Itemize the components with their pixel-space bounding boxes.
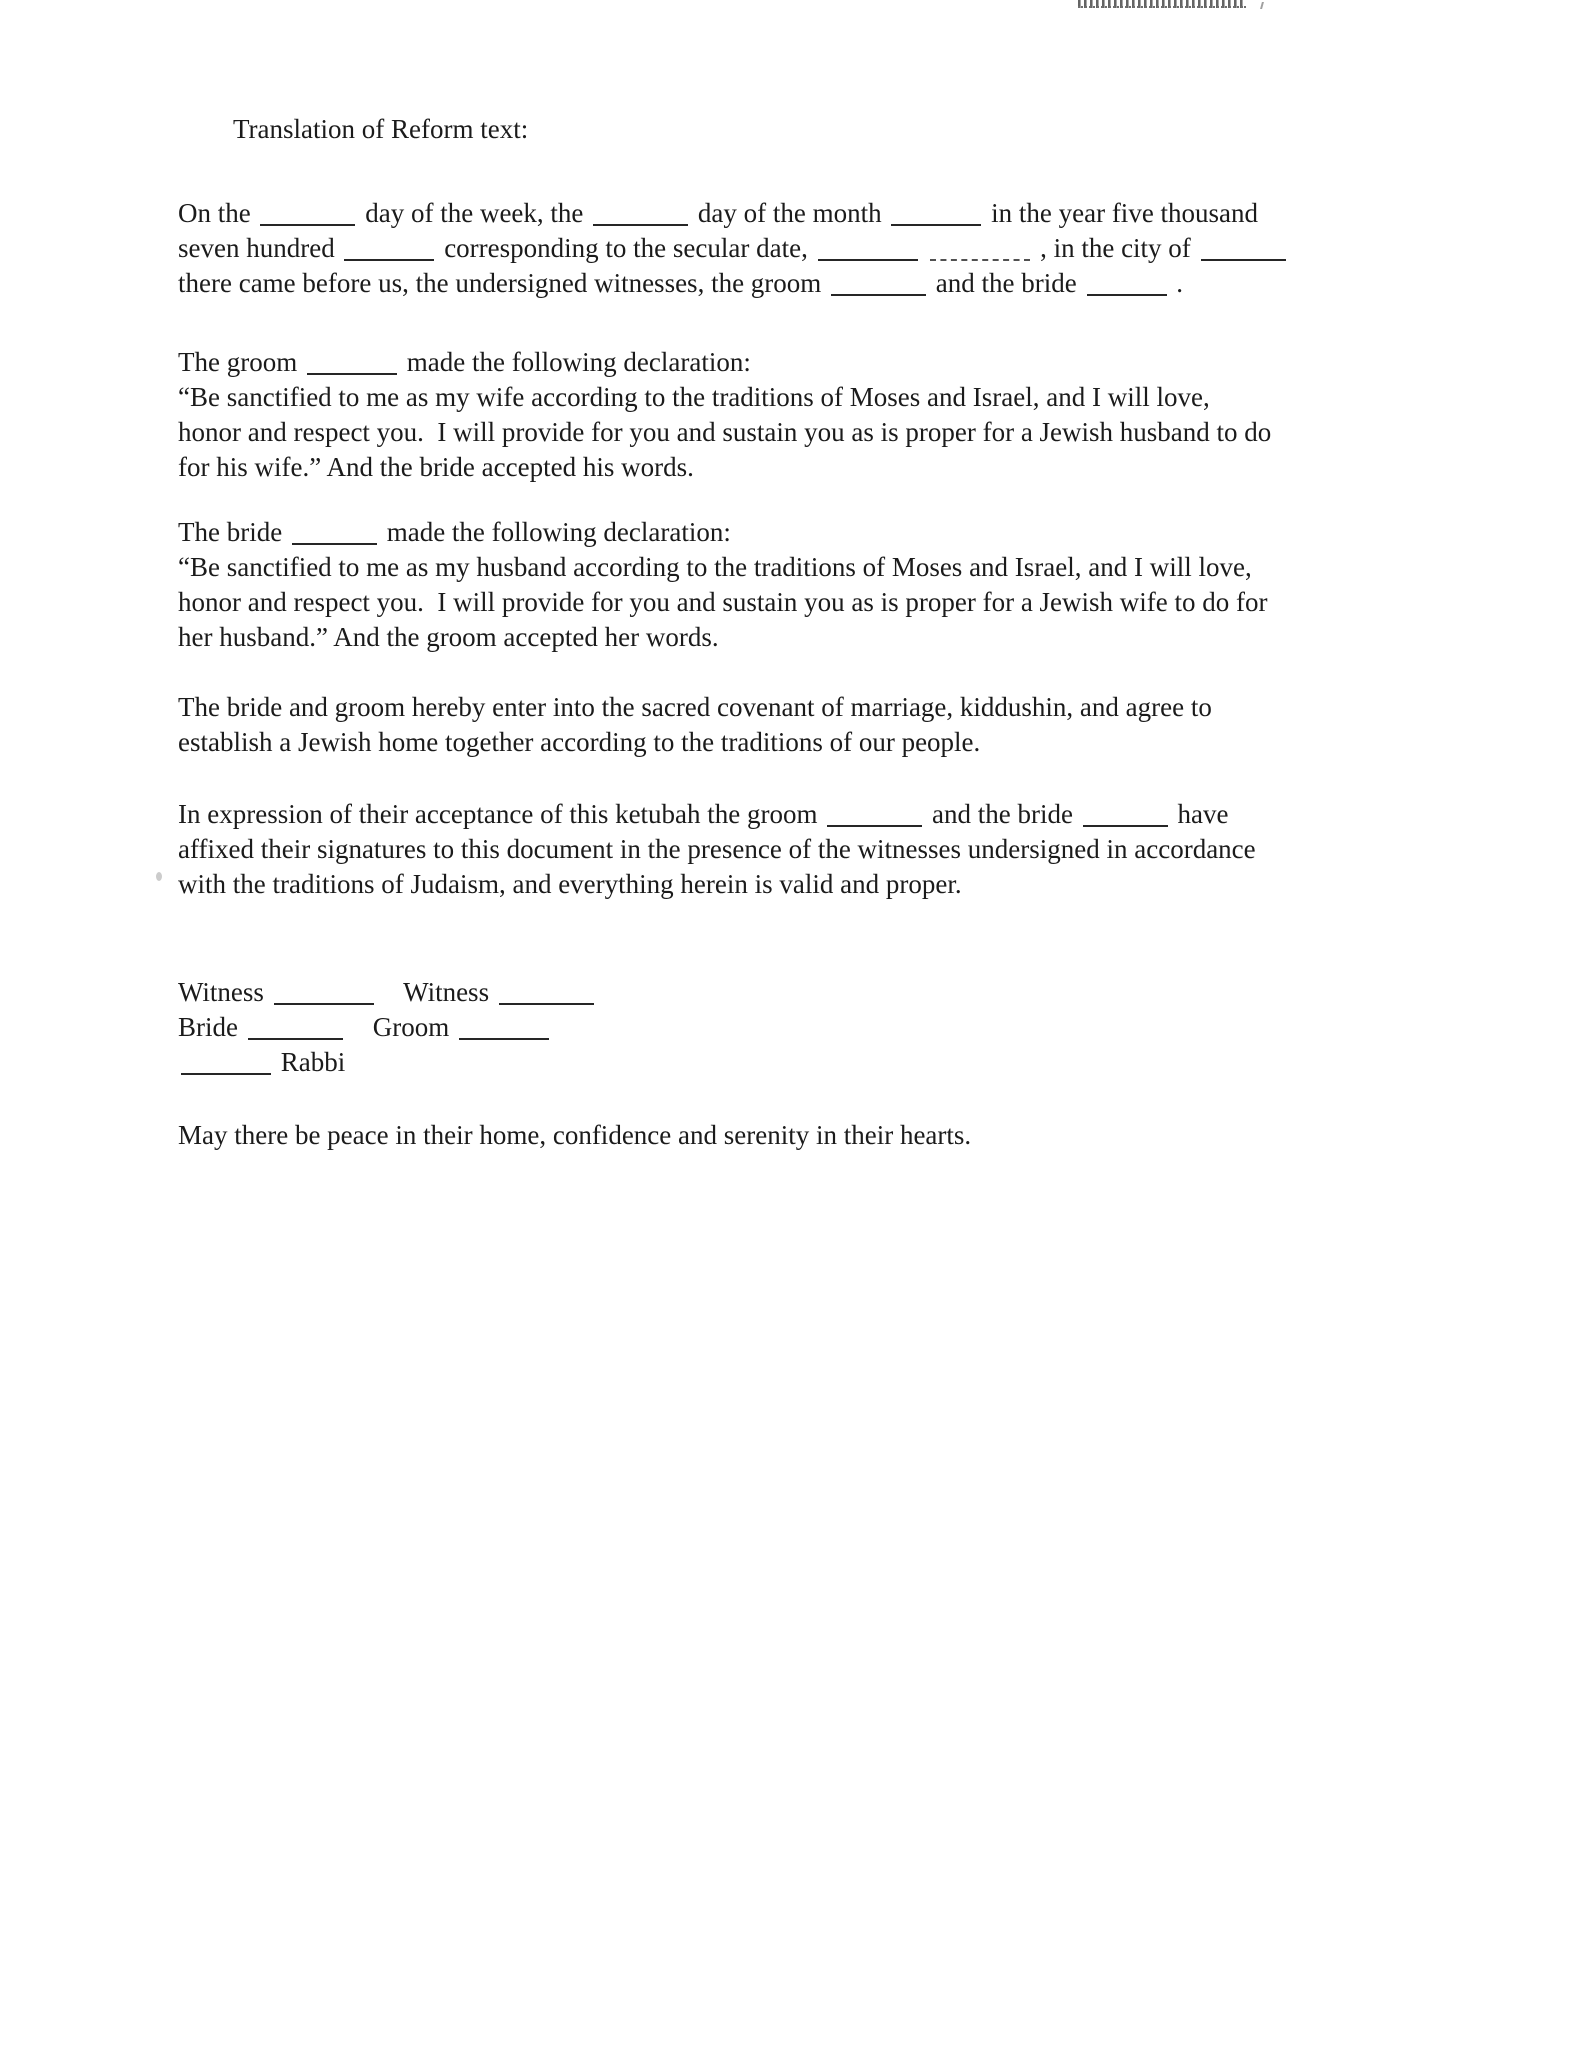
clipped-header-text-artifact [1078,0,1246,8]
blank-field [499,1003,594,1005]
blank-field [344,259,434,261]
paragraph-groom-declaration [178,345,1428,485]
document-title: Translation of Reform text: [233,114,529,144]
text-line: May there be peace in their home, confidence and serenity in their hearts. [178,1120,972,1150]
paragraph-acceptance [178,797,1428,902]
scan-mark-artifact [1253,2,1264,9]
blank-field [891,224,981,226]
closing-blessing [178,1118,1428,1153]
blank-field [593,224,688,226]
text-line: honor and respect you. I will provide for you and sustain you as is proper for a Jewish wife to do for [178,587,1268,617]
text-line: her husband.” And the groom accepted her words. [178,622,719,652]
blank-field [827,825,922,827]
text-line: Witness Witness [178,975,1428,1010]
blank-field [260,224,355,226]
blank-field [459,1038,549,1040]
text-line: establish a Jewish home together according to the traditions of our people. [178,727,981,757]
paragraph-bride-declaration [178,515,1428,655]
paragraph-covenant [178,690,1428,760]
text-line: The bride made the following declaration: [178,517,731,547]
blank-field [1083,825,1168,827]
document-content [178,112,1428,1153]
blank-field [930,259,1030,261]
blank-field [307,373,397,375]
text-line: Bride Groom [178,1010,1428,1045]
text-line: with the traditions of Judaism, and everything herein is valid and proper. [178,869,962,899]
paragraph-opening [178,196,1428,301]
text-line: affixed their signatures to this document in the presence of the witnesses undersigned in accordance [178,834,1256,864]
blank-field [274,1003,374,1005]
text-line: “Be sanctified to me as my husband according to the traditions of Moses and Israel, and I will love, [178,552,1252,582]
text-line: On the day of the week, the day of the month in the year five thousand [178,198,1259,228]
text-line: seven hundred corresponding to the secular date, , in the city of [178,231,1428,266]
blank-field [248,1038,343,1040]
text-line: there came before us, the undersigned witnesses, the groom and the bride . [178,268,1183,298]
blank-field [818,259,918,261]
blank-field [181,1073,271,1075]
blank-field [1201,259,1286,261]
text-line: In expression of their acceptance of this ketubah the groom and the bride have [178,799,1229,829]
text-line: The groom made the following declaration: [178,347,751,377]
signature-block [178,975,1428,1080]
scan-smudge-artifact [156,872,162,881]
text-line: for his wife.” And the bride accepted his words. [178,452,694,482]
text-line: honor and respect you. I will provide for you and sustain you as is proper for a Jewish husband to do [178,417,1272,447]
text-line: Rabbi [178,1045,1428,1080]
text-line: The bride and groom hereby enter into the sacred covenant of marriage, kiddushin, and agree to [178,692,1212,722]
blank-field [1087,294,1167,296]
text-line: “Be sanctified to me as my wife according to the traditions of Moses and Israel, and I will love, [178,382,1210,412]
blank-field [292,543,377,545]
blank-field [831,294,926,296]
